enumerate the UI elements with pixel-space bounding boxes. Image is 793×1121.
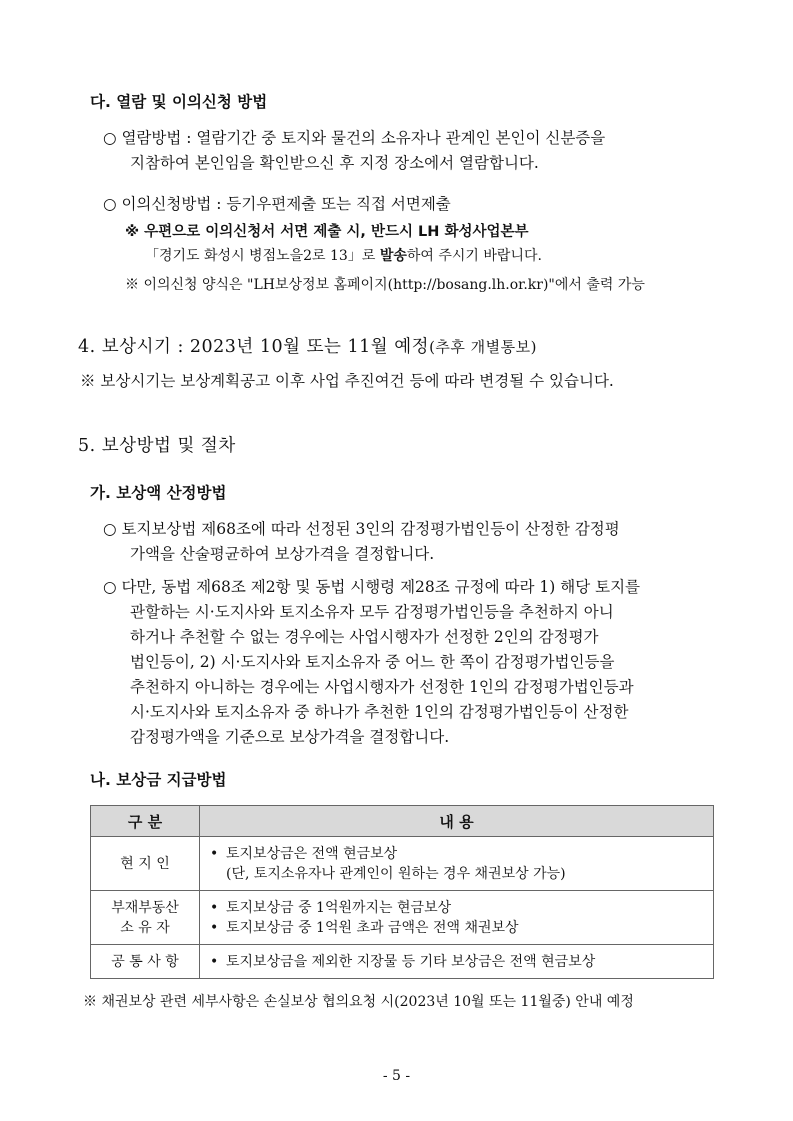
ga-para1-line2: 가액을 산술평균하여 보상가격을 결정합니다.: [130, 545, 435, 563]
objection-address-end: 하여 주시기 바랍니다.: [406, 248, 542, 264]
objection-address-line: [145, 245, 542, 265]
absentee-item1: 토지보상금 중 1억원까지는 현금보상: [226, 899, 452, 916]
section-da-title: 다. 열람 및 이의신청 방법: [90, 93, 268, 111]
row-label-absentee: [91, 891, 200, 945]
ga-para1-line1: ○ 토지보상법 제68조에 따라 선정된 3인의 감정평가법인등이 산정한 감정평: [103, 520, 620, 538]
ga-para2-line2: 관할하는 시·도지사와 토지소유자 모두 감정평가법인등을 추천하지 아니: [130, 603, 614, 621]
row-content-common: [200, 945, 714, 979]
objection-method-line: ○ 이의신청방법 : 등기우편제출 또는 직접 서면제출: [103, 195, 451, 213]
section5-ga-title: 가. 보상액 산정방법: [90, 484, 227, 502]
ga-para2-line4: 법인등이, 2) 시·도지사와 토지소유자 중 어느 한 쪽이 감정평가법인등을: [130, 653, 615, 671]
bullet: •: [210, 919, 219, 936]
objection-address: 「경기도 화성시 병점노을2로 13」로: [145, 248, 380, 264]
objection-form-note: ※ 이의신청 양식은 "LH보상정보 홈페이지(http://bosang.lh.or.kr)"에서 출력 가능: [125, 277, 645, 293]
row-label-resident: 현 지 인: [91, 837, 200, 891]
ga-para2-line6: 시·도지사와 토지소유자 중 하나가 추천한 1인의 감정평가법인등이 산정한: [130, 703, 629, 721]
section4-title: [78, 333, 537, 358]
bond-footnote: ※ 채권보상 관련 세부사항은 손실보상 협의요청 시(2023년 10월 또는 11월중) 안내 예정: [83, 994, 634, 1010]
list-item: [210, 918, 713, 938]
view-method-line2: 지참하여 본인임을 확인받으신 후 지정 장소에서 열람합니다.: [130, 154, 539, 172]
bullet: •: [210, 953, 219, 970]
ga-para2-line3: 하거나 추천할 수 없는 경우에는 사업시행자가 선정한 2인의 감정평가: [130, 628, 599, 646]
payment-method-table: [90, 805, 714, 979]
table-row: [91, 891, 714, 945]
ga-para2-line5: 추천하지 아니하는 경우에는 사업시행자가 선정한 1인의 감정평가법인등과: [130, 678, 634, 696]
row-content-absentee: [200, 891, 714, 945]
table-header-row: [91, 806, 714, 837]
bullet: •: [210, 899, 219, 916]
resident-item1: 토지보상금은 전액 현금보상: [226, 845, 398, 862]
table-header-content: 내 용: [200, 806, 714, 837]
send-emphasis: 발송: [379, 248, 407, 264]
list-item: [210, 898, 713, 918]
ga-para2-line1: ○ 다만, 동법 제68조 제2항 및 동법 시행령 제28조 규정에 따라 1) 해당 토지를: [103, 578, 641, 596]
section5-na-title: 나. 보상금 지급방법: [90, 771, 227, 789]
list-item: [210, 844, 713, 864]
table-header-category: 구 분: [91, 806, 200, 837]
row-content-resident: [200, 837, 714, 891]
absentee-label-line1: 부재부동산: [111, 899, 179, 916]
section4-note: ※ 보상시기는 보상계획공고 이후 사업 추진여건 등에 따라 변경될 수 있습니다.: [80, 372, 614, 390]
bullet: •: [210, 845, 219, 862]
ga-para2-line7: 감정평가액을 기준으로 보상가격을 결정합니다.: [130, 728, 450, 746]
resident-item1-note: (단, 토지소유자나 관계인이 원하는 경우 채권보상 가능): [226, 865, 566, 882]
list-item: [210, 952, 713, 972]
row-label-common: 공 통 사 항: [91, 945, 200, 979]
absentee-item2: 토지보상금 중 1억원 초과 금액은 전액 채권보상: [226, 919, 519, 936]
section5-title: 5. 보상방법 및 절차: [78, 436, 236, 456]
section4-title-tail: (추후 개별통보): [429, 338, 537, 356]
page-number: - 5 -: [382, 1068, 411, 1084]
common-item1: 토지보상금을 제외한 지장물 등 기타 보상금은 전액 현금보상: [226, 953, 596, 970]
table-row: [91, 837, 714, 891]
section4-title-main: 4. 보상시기 : 2023년 10월 또는 11월 예정: [78, 337, 430, 357]
view-method-line1: ○ 열람방법 : 열람기간 중 토지와 물건의 소유자나 관계인 본인이 신분증을: [103, 129, 606, 147]
absentee-label-line2: 소 유 자: [120, 919, 170, 936]
table-row: [91, 945, 714, 979]
objection-mail-note: ※ 우편으로 이의신청서 서면 제출 시, 반드시 LH 화성사업본부: [125, 224, 529, 240]
